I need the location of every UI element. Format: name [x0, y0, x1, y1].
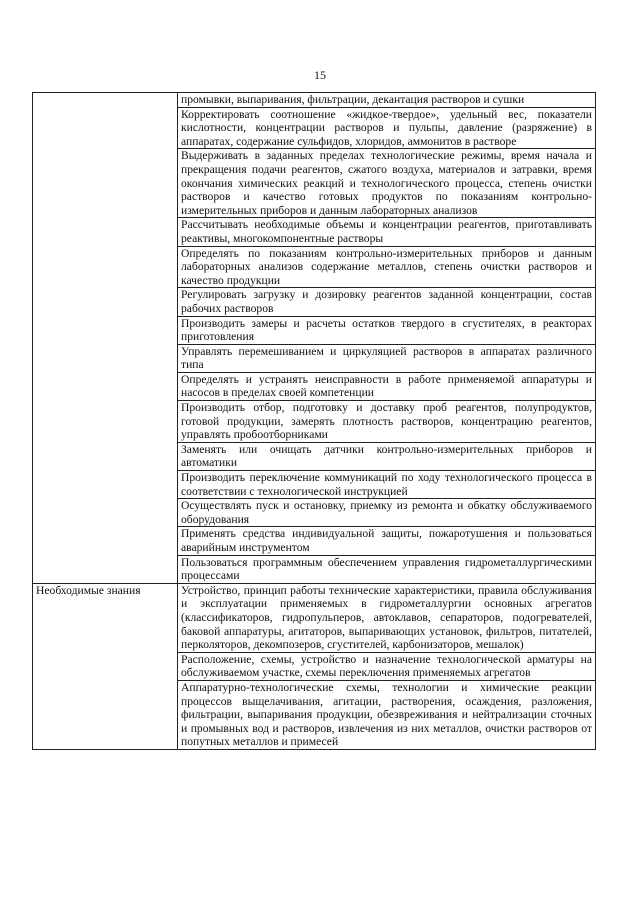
skill-item: Производить переключение коммуникаций по ходу технологического процесса в соответствии с технологической инструкцией	[178, 471, 596, 499]
skill-item: промывки, выпаривания, фильтрации, декантация растворов и сушки	[178, 93, 596, 108]
page-number: 15	[314, 68, 326, 82]
knowledge-item: Устройство, принцип работы технические характеристики, правила обслуживания и эксплуатации применяемых в гидрометаллургии основных агрегатов (классификаторов, гидропульперов, автоклавов, сепараторов, подогревателей, баковой аппаратуры, агитаторов, выпаривающих установок, фильтров, питателей, перколяторов, декомпозеров, сгустителей, карбонизаторов, мешалок)	[178, 583, 596, 652]
skills-label-cell	[33, 93, 178, 584]
skill-item: Производить замеры и расчеты остатков твердого в сгустителях, в реакторах приготовления	[178, 316, 596, 344]
qualification-table	[32, 92, 596, 750]
skill-item: Применять средства индивидуальной защиты, пожаротушения и пользоваться аварийным инструментом	[178, 527, 596, 555]
skill-item: Осуществлять пуск и остановку, приемку из ремонта и обкатку обслуживаемого оборудования	[178, 499, 596, 527]
skill-item: Выдерживать в заданных пределах технологические режимы, время начала и прекращения подачи реагентов, сжатого воздуха, материалов и затравки, время окончания химических реакций и технологического процесса, степень очистки растворов и качество готовых продуктов по показаниям контрольно-измерительных приборов и данным лабораторных анализов	[178, 149, 596, 218]
table-row	[33, 93, 596, 108]
skill-item: Заменять или очищать датчики контрольно-измерительных приборов и автоматики	[178, 442, 596, 470]
skill-item: Определять по показаниям контрольно-измерительных приборов и данным лабораторных анализов содержание металлов, степень очистки растворов и качество продукции	[178, 246, 596, 288]
skill-item: Пользоваться программным обеспечением управления гидрометаллургическими процессами	[178, 555, 596, 583]
knowledge-item: Аппаратурно-технологические схемы, технологии и химические реакции процессов выщелачивания, агитации, растворения, осаждения, разложения, фильтрации, выпаривания продукции, обезвреживания и нейтрализации сточных и промывных вод и растворов, извлечения из них металлов, очистки растворов от попутных металлов и примесей	[178, 680, 596, 749]
skill-item: Определять и устранять неисправности в работе применяемой аппаратуры и насосов в пределах своей компетенции	[178, 372, 596, 400]
knowledge-item: Расположение, схемы, устройство и назначение технологической арматуры на обслуживаемом участке, схемы переключения применяемых агрегатов	[178, 652, 596, 680]
skill-item: Регулировать загрузку и дозировку реагентов заданной концентрации, состав рабочих растворов	[178, 288, 596, 316]
skill-item: Управлять перемешиванием и циркуляцией растворов в аппаратах различного типа	[178, 344, 596, 372]
knowledge-label: Необходимые знания	[33, 583, 178, 749]
skill-item: Производить отбор, подготовку и доставку проб реагентов, полупродуктов, готовой продукции, замерять плотность растворов, концентрацию реагентов, управлять пробоотборниками	[178, 401, 596, 443]
table-row	[33, 583, 596, 652]
skill-item: Корректировать соотношение «жидкое-твердое», удельный вес, показатели кислотности, концентрации растворов и пульпы, давление (разряжение) в аппаратах, содержание сульфидов, хлоридов, аммонитов в растворе	[178, 107, 596, 149]
skill-item: Рассчитывать необходимые объемы и концентрации реагентов, приготавливать реактивы, многокомпонентные растворы	[178, 218, 596, 246]
